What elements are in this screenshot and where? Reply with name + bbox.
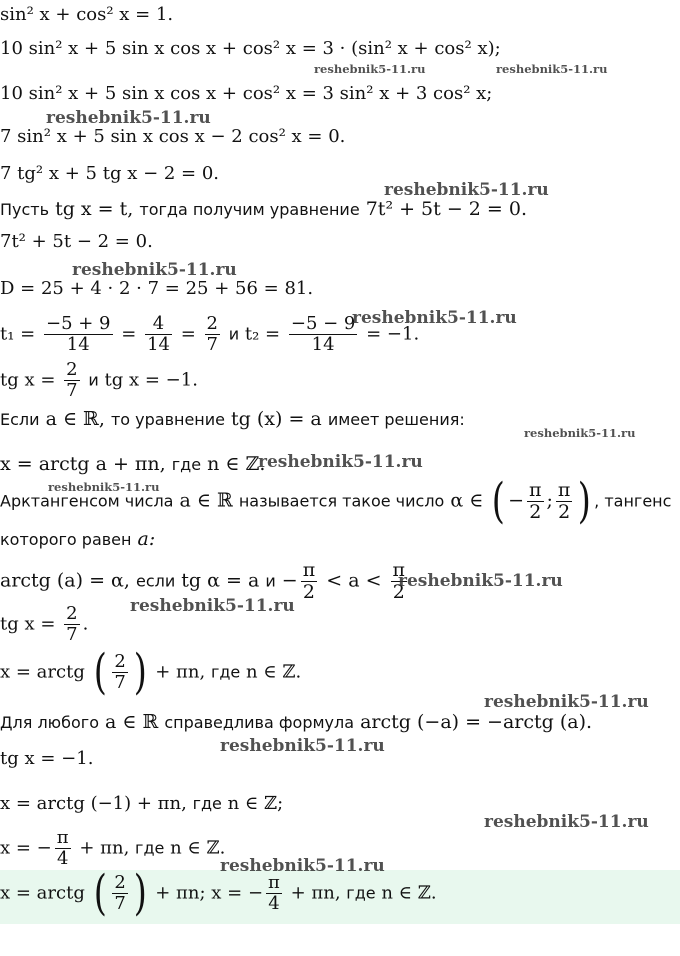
numerator: 2 (206, 313, 218, 334)
equals: = (121, 323, 137, 345)
text: где (346, 883, 376, 903)
text: то уравнение (110, 410, 225, 429)
open-paren: ( (93, 865, 107, 922)
fraction (44, 314, 113, 355)
math: x = arctg (0, 661, 85, 683)
fraction (64, 360, 79, 401)
math: 7t² + 5t − 2 = 0. (365, 198, 527, 220)
text: называется такое число (238, 491, 445, 511)
math: n ∈ ℤ. (207, 453, 266, 475)
numerator: π (529, 479, 542, 501)
eq-text: tg x = −1. (0, 748, 94, 769)
open-paren: ( (93, 644, 107, 701)
fraction (112, 652, 127, 693)
odd-formula-line (0, 713, 592, 732)
eq-text: tg x = −1. (104, 369, 198, 391)
solution-arctg-line (0, 644, 302, 701)
numerator: −5 − 9 (290, 313, 356, 334)
text: тогда получим уравнение (139, 200, 360, 219)
eq-text: = −1. (366, 323, 420, 345)
text: где (192, 794, 222, 813)
watermark: reshebnik5-11.ru (352, 308, 517, 328)
math: arctg (−a) = −arctg (a). (360, 711, 593, 733)
fraction (527, 480, 544, 523)
numerator: 2 (114, 651, 126, 672)
numerator: 2 (66, 359, 78, 380)
math: n ∈ ℤ. (381, 882, 437, 904)
eq-text: D = 25 + 4 · 2 · 7 = 25 + 56 = 81. (0, 278, 314, 299)
denominator: 4 (268, 892, 280, 914)
denominator: 4 (56, 847, 69, 869)
minus: − (508, 489, 525, 512)
watermark: reshebnik5-11.ru (130, 596, 295, 616)
numerator: π (392, 559, 406, 581)
discriminant-line (0, 280, 313, 298)
semicolon: ; (546, 489, 553, 512)
tg-minus-one-line (0, 750, 93, 768)
watermark: reshebnik5-11.ru (384, 180, 549, 200)
math: a: (137, 528, 156, 550)
eq-text: 10 sin² x + 5 sin x cos x + cos² x = 3 sin² x + 3 cos² x; (0, 83, 493, 104)
text: если (135, 571, 176, 591)
math: α ∈ (450, 489, 484, 512)
eq-line-4 (0, 128, 345, 146)
text: которого равен (0, 530, 132, 549)
eq-text: 7 sin² x + 5 sin x cos x − 2 cos² x = 0. (0, 126, 346, 147)
equals: = (180, 323, 196, 345)
math: a ∈ ℝ (105, 711, 159, 733)
denominator: 2 (529, 500, 542, 523)
watermark: reshebnik5-11.ru (48, 480, 160, 494)
fraction (55, 828, 71, 869)
numerator: 4 (145, 314, 172, 335)
math: + πn; x = − (155, 882, 264, 904)
general-solution-line (0, 455, 265, 474)
numerator: π (302, 559, 316, 581)
math: arctg (a) = α, (0, 569, 130, 592)
watermark: reshebnik5-11.ru (220, 736, 385, 756)
denominator: 7 (206, 333, 218, 355)
math: < a < (326, 569, 382, 592)
text: справедлива формула (164, 713, 355, 732)
fraction (112, 873, 127, 914)
text: где (210, 662, 241, 682)
watermark: reshebnik5-11.ru (398, 571, 563, 591)
minus: − (281, 569, 298, 592)
denominator: 14 (66, 333, 90, 355)
fraction (556, 480, 573, 523)
watermark: reshebnik5-11.ru (484, 812, 649, 832)
eq-text: sin² x + cos² x = 1. (0, 4, 174, 25)
eq-text: 7 tg² x + 5 tg x − 2 = 0. (0, 163, 220, 184)
eq-line-2 (0, 40, 501, 58)
math: x = arctg (−1) + πn, (0, 793, 187, 814)
text: Пусть (0, 200, 50, 219)
math: tg (x) = a (231, 408, 322, 430)
tg-values-line (0, 360, 198, 401)
denominator: 2 (558, 500, 571, 523)
numerator: π (56, 827, 69, 848)
text: Если (0, 410, 40, 429)
math: x = arctg (0, 882, 85, 904)
close-paren: ) (578, 473, 592, 530)
text: где (135, 838, 165, 858)
conjunction: и (88, 370, 99, 390)
denominator: 7 (114, 671, 126, 693)
denominator: 7 (114, 892, 126, 914)
eq-text: 10 sin² x + 5 sin x cos x + cos² x = 3 · (sin² x + cos² x); (0, 38, 501, 59)
text: имеет решения: (327, 410, 465, 429)
math: a ∈ ℝ, (45, 408, 105, 430)
close-paren: ) (133, 865, 147, 922)
denominator: 14 (311, 333, 335, 355)
close-paren: ) (133, 644, 147, 701)
t1-label: t₁ = (0, 323, 36, 345)
watermark: reshebnik5-11.ru (484, 692, 649, 712)
arctg-minus-one-line (0, 795, 283, 813)
text: и (265, 571, 276, 591)
denominator: 14 (147, 333, 170, 355)
math: tg x = t, (55, 198, 134, 220)
watermark: reshebnik5-11.ru (524, 426, 636, 440)
t2-label: t₂ = (244, 323, 281, 345)
tg-two-sevenths-line (0, 604, 88, 645)
denominator: 2 (392, 580, 405, 603)
conjunction: и (228, 324, 240, 344)
denominator: 2 (302, 580, 315, 603)
denominator: 7 (66, 379, 78, 401)
period: . (82, 613, 89, 635)
watermark: reshebnik5-11.ru (220, 856, 385, 876)
eq-line-5 (0, 165, 219, 183)
math: x = arctg a + πn, (0, 453, 166, 475)
math: tg x = (0, 613, 56, 635)
substitution-line (0, 200, 527, 219)
watermark: reshebnik5-11.ru (496, 62, 608, 76)
math: a ∈ ℝ (179, 489, 233, 512)
numerator: 2 (66, 603, 78, 624)
eq-line-3 (0, 85, 492, 103)
definition-line-2 (0, 530, 155, 549)
numerator: π (557, 479, 571, 501)
watermark: reshebnik5-11.ru (46, 108, 211, 128)
fraction (289, 314, 358, 355)
math: n ∈ ℤ; (227, 793, 284, 814)
math: n ∈ ℤ. (170, 837, 226, 859)
math: + πn, (290, 882, 341, 904)
open-paren: ( (492, 473, 506, 530)
watermark: reshebnik5-11.ru (72, 260, 237, 280)
numerator: π (268, 872, 280, 893)
denominator: 7 (66, 623, 78, 645)
text: Арктангенсом числа (0, 491, 174, 511)
eq-text: 7t² + 5t − 2 = 0. (0, 231, 153, 252)
minus-pi-quarter-line (0, 828, 225, 869)
theory-line-1 (0, 410, 465, 429)
math: + πn, (79, 837, 130, 859)
text: Для любого (0, 713, 99, 732)
fraction (205, 314, 220, 355)
eq-line-7 (0, 233, 153, 251)
fraction (145, 314, 172, 355)
watermark: reshebnik5-11.ru (258, 452, 423, 472)
fraction (301, 560, 318, 603)
numerator: −5 + 9 (46, 313, 111, 334)
numerator: 2 (114, 872, 126, 893)
eq-line-1 (0, 6, 173, 24)
math: x = − (0, 837, 52, 859)
watermark: reshebnik5-11.ru (314, 62, 426, 76)
math: n ∈ ℤ. (245, 661, 302, 683)
fraction (64, 604, 79, 645)
eq-text: tg x = (0, 369, 56, 391)
fraction (266, 873, 282, 914)
text: , тангенс (594, 491, 672, 511)
math: tg α = a (181, 569, 260, 592)
text: где (171, 455, 202, 474)
math: + πn, (155, 661, 206, 683)
